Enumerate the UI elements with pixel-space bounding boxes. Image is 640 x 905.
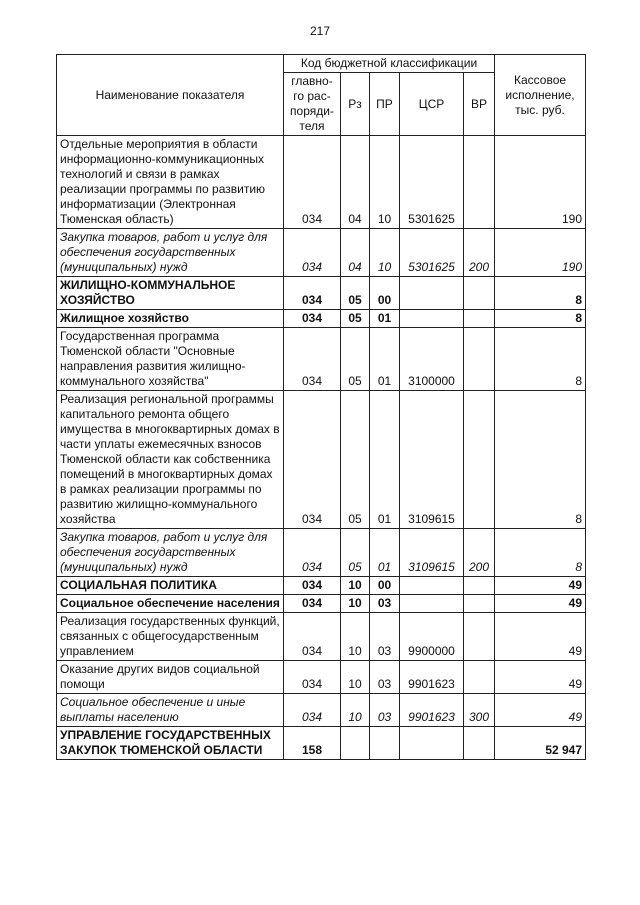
cell-gr: 158 <box>284 727 341 760</box>
cell-vr <box>464 577 495 595</box>
cell-csr: 5301625 <box>400 136 464 229</box>
cell-rz: 05 <box>341 529 370 577</box>
cell-sum: 8 <box>495 529 586 577</box>
cell-pr: 01 <box>370 328 400 391</box>
cell-vr <box>464 391 495 529</box>
cell-vr <box>464 595 495 613</box>
cell-csr: 3100000 <box>400 328 464 391</box>
page-number: 217 <box>309 24 331 38</box>
table-row <box>57 529 586 577</box>
cell-rz: 10 <box>341 595 370 613</box>
header-rz: Рз <box>341 73 370 136</box>
cell-rz: 10 <box>341 577 370 595</box>
table-row <box>57 277 586 310</box>
header-main-manager-label: главно- го рас- поряди- теля <box>290 74 334 133</box>
table-row <box>57 229 586 277</box>
cell-csr: 3109615 <box>400 529 464 577</box>
table-row <box>57 391 586 529</box>
cell-pr <box>370 727 400 760</box>
cell-name: Отдельные мероприятия в области информационно-коммуникационных технологий и связи в рамках реализации программы по развитию информатизации (Электронная Тюменская область) <box>57 136 284 229</box>
cell-pr: 00 <box>370 577 400 595</box>
cell-vr <box>464 328 495 391</box>
cell-sum: 190 <box>495 229 586 277</box>
cell-name: СОЦИАЛЬНАЯ ПОЛИТИКА <box>57 577 284 595</box>
cell-csr <box>400 577 464 595</box>
cell-pr: 01 <box>370 391 400 529</box>
cell-gr: 034 <box>284 694 341 727</box>
cell-rz <box>341 727 370 760</box>
table-row <box>57 694 586 727</box>
cell-pr: 03 <box>370 661 400 694</box>
header-row-1 <box>57 55 586 73</box>
cell-pr: 01 <box>370 529 400 577</box>
cell-name: Социальное обеспечение и иные выплаты населению <box>57 694 284 727</box>
cell-pr: 03 <box>370 595 400 613</box>
cell-name: Реализация региональной программы капитального ремонта общего имущества в многоквартирных домах в части уплаты ежемесячных взносов Тюменской области как собственника помещений в многоквартирных домах в рамках реализации программы по развитию жилищно-коммунального хозяйства <box>57 391 284 529</box>
table-row <box>57 577 586 595</box>
cell-csr: 9901623 <box>400 661 464 694</box>
cell-vr: 200 <box>464 529 495 577</box>
cell-name: Социальное обеспечение населения <box>57 595 284 613</box>
header-cash <box>495 55 586 136</box>
cell-name: Закупка товаров, работ и услуг для обеспечения государственных (муниципальных) нужд <box>57 229 284 277</box>
cell-gr: 034 <box>284 277 341 310</box>
cell-pr: 03 <box>370 694 400 727</box>
cell-pr: 01 <box>370 310 400 328</box>
cell-rz: 10 <box>341 661 370 694</box>
cell-sum: 8 <box>495 328 586 391</box>
cell-pr: 10 <box>370 136 400 229</box>
cell-gr: 034 <box>284 310 341 328</box>
cell-rz: 05 <box>341 391 370 529</box>
cell-csr: 3109615 <box>400 391 464 529</box>
cell-vr <box>464 727 495 760</box>
table-row <box>57 328 586 391</box>
cell-sum: 49 <box>495 661 586 694</box>
cell-vr <box>464 613 495 661</box>
cell-pr: 00 <box>370 277 400 310</box>
table-row <box>57 136 586 229</box>
cell-gr: 034 <box>284 529 341 577</box>
header-vr: ВР <box>464 73 495 136</box>
cell-csr <box>400 595 464 613</box>
cell-sum: 8 <box>495 391 586 529</box>
cell-name: Реализация государственных функций, связанных с общегосударственным управлением <box>57 613 284 661</box>
cell-sum: 52 947 <box>495 727 586 760</box>
cell-name: Оказание других видов социальной помощи <box>57 661 284 694</box>
budget-table <box>56 54 586 760</box>
cell-name: Государственная программа Тюменской области "Основные направления развития жилищно-коммунального хозяйства" <box>57 328 284 391</box>
cell-sum: 49 <box>495 577 586 595</box>
cell-gr: 034 <box>284 229 341 277</box>
cell-sum: 8 <box>495 310 586 328</box>
cell-rz: 05 <box>341 310 370 328</box>
cell-rz: 05 <box>341 328 370 391</box>
cell-rz: 10 <box>341 613 370 661</box>
cell-pr: 10 <box>370 229 400 277</box>
cell-csr: 5301625 <box>400 229 464 277</box>
cell-csr: 9900000 <box>400 613 464 661</box>
table-row <box>57 613 586 661</box>
cell-gr: 034 <box>284 661 341 694</box>
cell-sum: 8 <box>495 277 586 310</box>
cell-rz: 04 <box>341 136 370 229</box>
cell-vr <box>464 661 495 694</box>
cell-name: ЖИЛИЩНО-КОММУНАЛЬНОЕ ХОЗЯЙСТВО <box>57 277 284 310</box>
cell-rz: 10 <box>341 694 370 727</box>
cell-name: УПРАВЛЕНИЕ ГОСУДАРСТВЕННЫХ ЗАКУПОК ТЮМЕНСКОЙ ОБЛАСТИ <box>57 727 284 760</box>
cell-csr <box>400 727 464 760</box>
cell-gr: 034 <box>284 595 341 613</box>
cell-gr: 034 <box>284 577 341 595</box>
cell-vr: 300 <box>464 694 495 727</box>
header-name: Наименование показателя <box>57 55 284 136</box>
cell-gr: 034 <box>284 613 341 661</box>
cell-rz: 05 <box>341 277 370 310</box>
cell-pr: 03 <box>370 613 400 661</box>
cell-csr <box>400 310 464 328</box>
table-row <box>57 661 586 694</box>
cell-vr <box>464 136 495 229</box>
header-csr: ЦСР <box>400 73 464 136</box>
cell-sum: 49 <box>495 694 586 727</box>
cell-sum: 190 <box>495 136 586 229</box>
cell-csr <box>400 277 464 310</box>
cell-gr: 034 <box>284 391 341 529</box>
cell-vr: 200 <box>464 229 495 277</box>
table-row <box>57 727 586 760</box>
header-pr: ПР <box>370 73 400 136</box>
table-row <box>57 595 586 613</box>
cell-rz: 04 <box>341 229 370 277</box>
cell-vr <box>464 277 495 310</box>
cell-name: Закупка товаров, работ и услуг для обеспечения государственных (муниципальных) нужд <box>57 529 284 577</box>
header-cash-label: Кассовое исполнение, тыс. руб. <box>505 72 575 117</box>
header-budget-code: Код бюджетной классификации <box>284 55 495 73</box>
cell-sum: 49 <box>495 613 586 661</box>
cell-gr: 034 <box>284 328 341 391</box>
header-main-manager <box>284 73 341 136</box>
table-row <box>57 310 586 328</box>
cell-name: Жилищное хозяйство <box>57 310 284 328</box>
cell-csr: 9901623 <box>400 694 464 727</box>
cell-gr: 034 <box>284 136 341 229</box>
cell-sum: 49 <box>495 595 586 613</box>
cell-vr <box>464 310 495 328</box>
